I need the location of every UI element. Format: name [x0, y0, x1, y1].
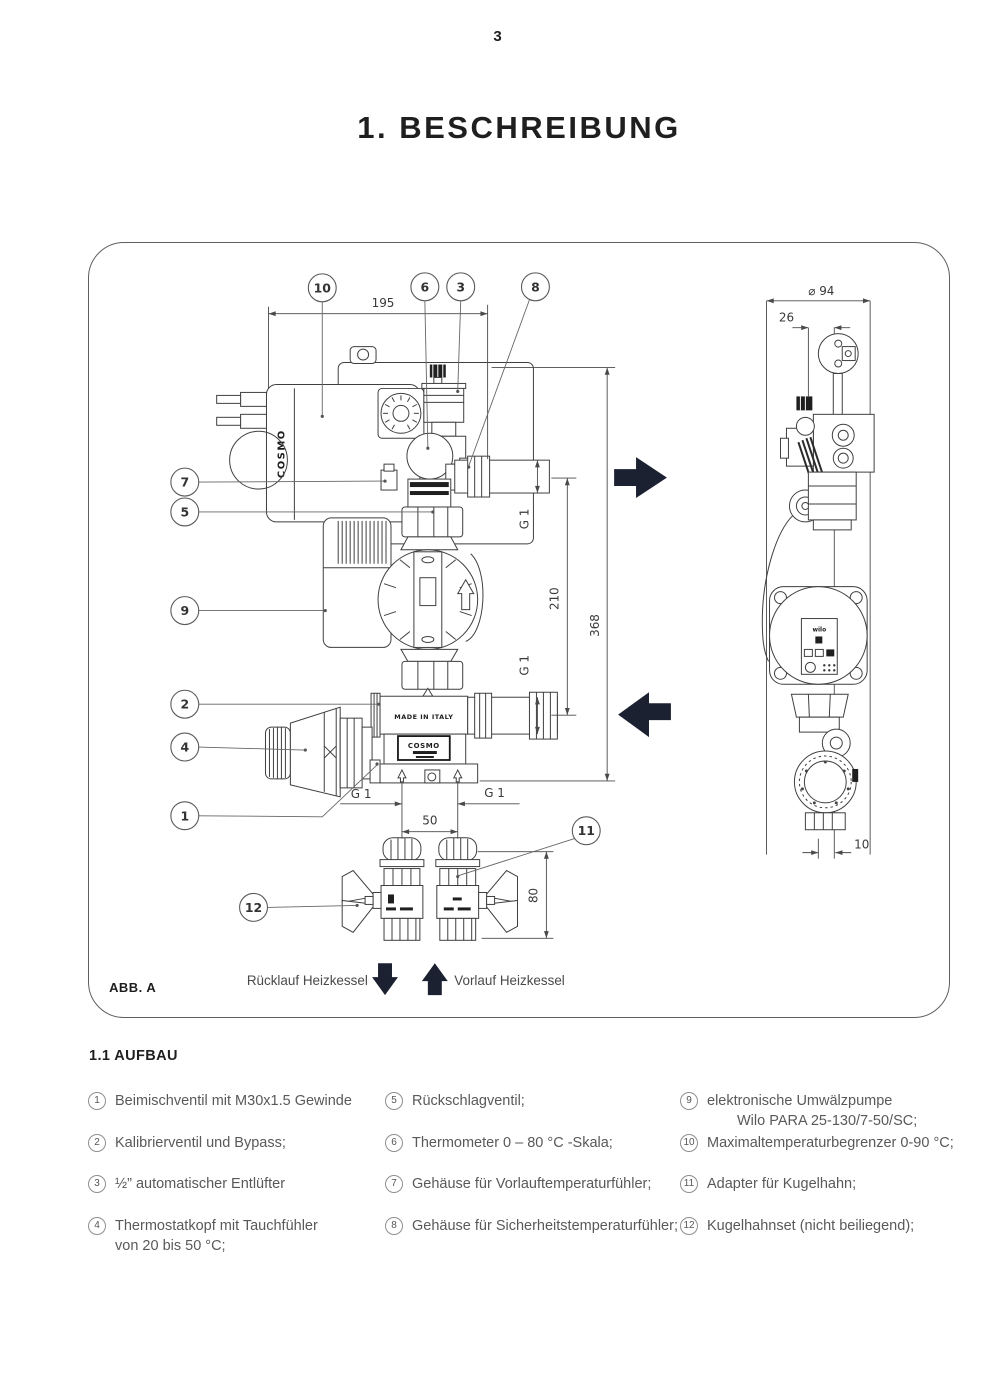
dim-total-height: 368: [588, 614, 603, 637]
part-text: Rückschlagventil;: [412, 1093, 525, 1109]
part-item-6: [385, 1133, 680, 1175]
dim-thread-return: G 1: [517, 655, 532, 676]
callout-8: [521, 273, 549, 301]
thermostat-head: [265, 707, 372, 797]
temperature-limiter-actuator: [217, 384, 424, 521]
callout-2: [171, 690, 199, 718]
return-flow-label: Rücklauf Heizkessel: [246, 973, 368, 989]
callout-6: [411, 273, 439, 301]
part-text: Kugelhahnset (nicht beiliegend);: [707, 1217, 915, 1234]
part-item-4: [88, 1216, 385, 1258]
right-wing-handle: [479, 871, 518, 933]
svg-text:9: 9: [180, 603, 190, 619]
part-item-8: [385, 1216, 680, 1258]
part-item-1: [88, 1091, 385, 1133]
callout-12: [240, 893, 268, 921]
left-wing-handle: [342, 871, 381, 933]
part-number-badge: 12: [680, 1217, 698, 1235]
flow-arrow-right-icon: [614, 457, 667, 498]
svg-text:5: 5: [180, 504, 190, 520]
cosmo-plate-label: COSMO: [407, 742, 440, 751]
made-in-italy-label: MADE IN ITALY: [394, 713, 454, 722]
part-text: ½” automatischer Entlüfter: [115, 1176, 286, 1192]
part-item-12: [680, 1216, 970, 1258]
svg-text:7: 7: [180, 474, 190, 490]
part-text: Maximaltemperaturbegrenzer 0-90 °C;: [707, 1134, 954, 1151]
callout-7: [171, 468, 199, 496]
dim-thread-supply: G 1: [517, 508, 532, 530]
part-text: Kalibrierventil und Bypass;: [115, 1134, 286, 1151]
supply-flow-label: Vorlauf Heizkessel: [454, 973, 565, 989]
svg-text:2: 2: [180, 696, 190, 712]
dim-pump-height: 210: [547, 587, 562, 611]
dim-port-spacing: 50: [422, 813, 438, 828]
svg-text:4: 4: [180, 739, 190, 755]
supply-outlet-pipe: [446, 456, 550, 497]
svg-text:8: 8: [531, 279, 540, 295]
flow-arrow-left-icon: [618, 692, 671, 737]
part-text: Adapter für Kugelhahn;: [707, 1176, 857, 1192]
part-item-9: [680, 1091, 970, 1133]
part-number-badge: 4: [88, 1217, 106, 1235]
dim-width: 195: [371, 295, 395, 310]
part-number-badge: 7: [385, 1175, 403, 1193]
part-number-badge: 10: [680, 1134, 698, 1152]
callout-4: [171, 733, 199, 761]
section-heading-aufbau: 1.1 AUFBAU: [89, 1048, 178, 1064]
part-item-5: [385, 1091, 680, 1133]
dim-valve-height: 80: [526, 887, 541, 904]
part-number-badge: 6: [385, 1134, 403, 1152]
pump-brand-label: wilo: [812, 626, 827, 634]
svg-text:10: 10: [313, 280, 331, 296]
part-number-badge: 9: [680, 1092, 698, 1110]
callout-5: [171, 498, 199, 526]
part-item-2: [88, 1133, 385, 1175]
part-number-badge: 3: [88, 1175, 106, 1193]
svg-text:6: 6: [420, 279, 430, 295]
mixing-valve-body: [371, 692, 557, 764]
part-text-line2: Wilo PARA 25-130/7-50/SC;: [737, 1113, 918, 1129]
ball-valve-set: [342, 838, 517, 941]
part-number-badge: 5: [385, 1092, 403, 1110]
dim-offset-bottom: 10: [854, 837, 870, 852]
part-item-7: [385, 1174, 680, 1216]
supply-arrow-up-icon: [422, 963, 448, 995]
part-text-line2: von 20 bis 50 °C;: [115, 1237, 226, 1254]
svg-text:11: 11: [577, 823, 595, 839]
part-text: Thermometer 0 – 80 °C -Skala;: [412, 1134, 613, 1151]
mixing-unit-side-view: [762, 301, 874, 859]
callout-11: [572, 817, 600, 845]
svg-text:12: 12: [244, 899, 263, 915]
dim-diameter: ⌀ 94: [808, 283, 835, 298]
actuator-brand-label: COSMO: [276, 429, 288, 479]
part-text: Gehäuse für Vorlauftemperaturfühler;: [412, 1176, 652, 1192]
part-number-badge: 2: [88, 1134, 106, 1152]
part-text: Gehäuse für Sicherheitstemperaturfühler;: [412, 1217, 678, 1234]
part-item-10: [680, 1133, 970, 1175]
svg-text:1: 1: [180, 808, 190, 824]
return-arrow-down-icon: [372, 963, 398, 995]
parts-list: [88, 1091, 973, 1257]
figure-label: ABB. A: [109, 980, 157, 996]
dim-thread-port-left: G 1: [350, 786, 372, 801]
part-item-3: [88, 1174, 385, 1216]
part-number-badge: 1: [88, 1092, 106, 1110]
page-number: 3: [493, 28, 502, 45]
callout-3: [447, 273, 475, 301]
part-item-11: [680, 1174, 970, 1216]
part-number-badge: 11: [680, 1175, 698, 1193]
svg-text:3: 3: [456, 279, 466, 295]
part-text: elektronische Umwälzpumpe: [707, 1093, 893, 1109]
dim-thread-port-right: G 1: [484, 785, 505, 800]
callout-1: [171, 802, 199, 830]
dim-offset-top: 26: [778, 310, 795, 325]
part-number-badge: 8: [385, 1217, 403, 1235]
figure-abb-a: [88, 242, 950, 1018]
page-title: 1. BESCHREIBUNG: [357, 110, 681, 145]
ball-valve-side: [794, 751, 858, 830]
callout-9: [171, 597, 199, 625]
pump-side-face: [770, 587, 868, 685]
part-text: Thermostatkopf mit Tauchfühler: [115, 1217, 318, 1234]
part-text: Beimischventil mit M30x1.5 Gewinde: [115, 1093, 352, 1109]
callout-10: [308, 274, 336, 302]
